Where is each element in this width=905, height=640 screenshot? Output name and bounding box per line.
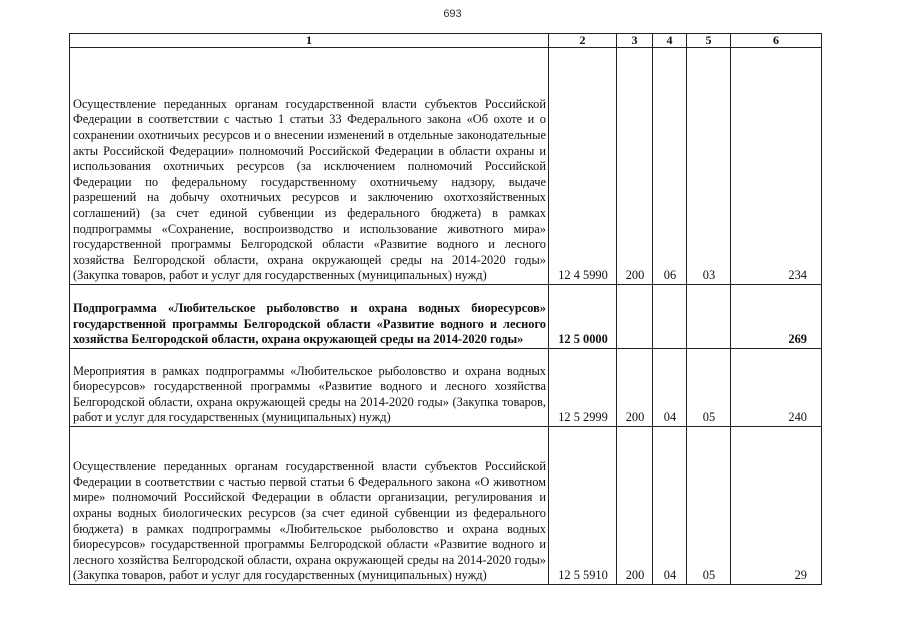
row-amount: 240 [731, 349, 822, 427]
column-header-3: 3 [617, 34, 653, 48]
table-header-row [70, 34, 822, 48]
row-description: Мероприятия в рамках подпрограммы «Любительское рыболовство и охрана водных биоресурсов» государственной программы «Развитие водного и лесного хозяйства Белгородской области, охрана окружающей среды на 2014-2020 годы» (Закупка товаров, работ и услуг для государственных (муниципальных) нужд) [70, 349, 549, 427]
row-expense-type: 200 [617, 48, 653, 285]
row-expense-type: 200 [617, 427, 653, 585]
row-amount: 269 [731, 285, 822, 349]
row-description: Осуществление переданных органам государственной власти субъектов Российской Федерации в соответствии с частью первой статьи 6 Федерального закона «О животном мире» полномочий Российской Федерации в области организации, регулирования и охраны водных биологических ресурсов (за счет единой субвенции из федерального бюджета) в рамках подпрограммы «Любительское рыболовство и охрана водных биоресурсов» государственной программы Белгородской области «Развитие водного и лесного хозяйства Белгородской области, охрана окружающей среды на 2014-2020 годы» (Закупка товаров, работ и услуг для государственных (муниципальных) нужд) [70, 427, 549, 585]
row-subsection: 05 [687, 427, 731, 585]
table-row [70, 427, 822, 585]
row-description: Подпрограмма «Любительское рыболовство и охрана водных биоресурсов» государственной программы Белгородской области «Развитие водного и лесного хозяйства Белгородской области, охрана окружающей среды на 2014-2020 годы» [70, 285, 549, 349]
row-expense-type: 200 [617, 349, 653, 427]
table-row [70, 285, 822, 349]
row-subsection: 05 [687, 349, 731, 427]
table-row [70, 48, 822, 285]
column-header-2: 2 [549, 34, 617, 48]
row-section [653, 285, 687, 349]
row-subsection: 03 [687, 48, 731, 285]
row-amount: 29 [731, 427, 822, 585]
row-section: 06 [653, 48, 687, 285]
column-header-1: 1 [70, 34, 549, 48]
table-row [70, 349, 822, 427]
row-description: Осуществление переданных органам государственной власти субъектов Российской Федерации в соответствии с частью 1 статьи 33 Федерального закона «Об охоте и о сохранении охотничьих ресурсов и о внесении изменений в отдельные законодательные акты Российской Федерации» полномочий Российской Федерации в области охраны и использования охотничьих ресурсов (за исключением полномочий Российской Федерации по федеральному государственному охотничьему надзору, выдаче разрешений на добычу охотничьих ресурсов и заключению охотхозяйственных соглашений) (за счет единой субвенции из федерального бюджета) в рамках подпрограммы «Сохранение, воспроизводство и использование животного мира» государственной программы Белгородской области «Развитие водного и лесного хозяйства Белгородской области, охрана окружающей среды на 2014-2020 годы» (Закупка товаров, работ и услуг для государственных (муниципальных) нужд) [70, 48, 549, 285]
row-target-code: 12 5 2999 [549, 349, 617, 427]
row-expense-type [617, 285, 653, 349]
row-section: 04 [653, 427, 687, 585]
row-amount: 234 [731, 48, 822, 285]
page-number: 693 [443, 8, 462, 20]
column-header-5: 5 [687, 34, 731, 48]
row-section: 04 [653, 349, 687, 427]
row-target-code: 12 5 5910 [549, 427, 617, 585]
row-target-code: 12 5 0000 [549, 285, 617, 349]
column-header-4: 4 [653, 34, 687, 48]
row-subsection [687, 285, 731, 349]
row-target-code: 12 4 5990 [549, 48, 617, 285]
column-header-6: 6 [731, 34, 822, 48]
budget-table [69, 33, 822, 585]
